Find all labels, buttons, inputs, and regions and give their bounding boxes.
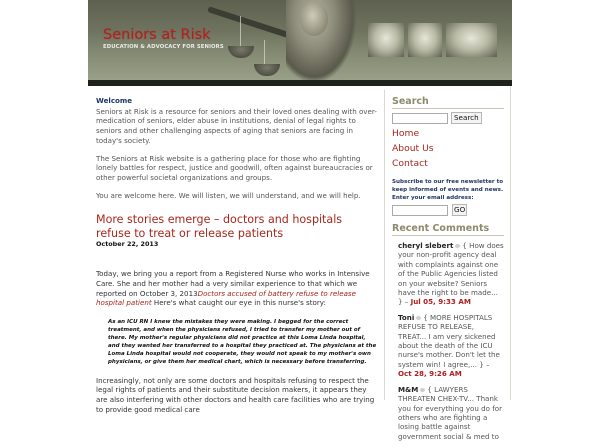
post-intro-text-after: Here's what caught our eye in this nurse's story:	[151, 298, 326, 308]
site-tagline: EDUCATION & ADVOCACY FOR SENIORS	[103, 44, 224, 50]
nav-link-about-us[interactable]: About Us	[392, 143, 434, 154]
scale-string	[264, 40, 265, 64]
comment-date: Jul 05, 9:33 AM	[410, 297, 471, 307]
post-title-link[interactable]: More stories emerge – doctors and hospitals refuse to treat or release patients	[96, 213, 343, 240]
recent-comments-heading: Recent Comments	[392, 223, 504, 236]
nurse-quote: As an ICU RN I knew the mistakes they were making. I begged for the correct treatment, and when the physicians refused, I tried to transfer my mother out of there. My mother's regular physicians did not practice at this Loma Linda hospital, and they wanted her transferred to a hospital they practiced at. The physicians at the Loma Linda hospital would not cooperate, they would not speak to my mother's own physicians, or give them her medical chart, which is necessary before transferring.	[108, 318, 377, 366]
scale-string	[240, 16, 241, 46]
comment-author-link[interactable]: Toni	[398, 312, 415, 322]
newsletter-form	[392, 204, 504, 216]
main-content	[96, 96, 378, 414]
newsletter-go-button[interactable]: GO	[454, 205, 466, 214]
nav-link-home[interactable]: Home	[392, 128, 420, 139]
portrait-image	[368, 23, 404, 57]
newsletter-email-input[interactable]	[392, 205, 448, 216]
search-input[interactable]	[392, 113, 448, 124]
page-right-border	[510, 86, 511, 400]
sidebar	[392, 96, 504, 447]
welcome-paragraph: You are welcome here. We will listen, we will understand, and we will help.	[96, 190, 361, 200]
post-intro-text: Today, we bring you a report from a Registered Nurse who works in Intensive Care. She and her mother had a very similar experience to that which we reported on October 3, 2013	[96, 269, 370, 298]
site-title-link[interactable]: Seniors at Risk	[103, 27, 211, 43]
comment-excerpt-link[interactable]: { How does your non-profit agency deal with complaints against one of the Public Agencies listed on your website? Seniors have the right to be made... } –	[398, 241, 504, 307]
senior-portraits	[368, 23, 497, 57]
sidebar-nav	[392, 126, 504, 171]
post-intro	[96, 269, 378, 308]
statue-arm-graphic	[207, 6, 294, 40]
scale-pan-right-graphic	[254, 64, 280, 76]
comment-author-link[interactable]: M&M	[398, 384, 419, 394]
comment-bubble-icon	[455, 244, 460, 248]
post-date: October 22, 2013	[96, 240, 159, 249]
comment-author-link[interactable]: cheryl slebert	[398, 241, 454, 250]
comment-item	[398, 385, 504, 441]
welcome-paragraph: The Seniors at Risk website is a gathering place for those who are fighting lonely battles for respect, justice and goodwill, often against bureaucracies or other powerful societal organizations and groups.	[96, 153, 373, 182]
comment-date: Oct 28, 9:26 AM	[398, 369, 462, 379]
nav-link-contact[interactable]: Contact	[392, 158, 428, 169]
post-continuation: Increasingly, not only are some doctors and hospitals refusing to respect the legal rights of patients and their substitute decision makers, it appears they are also interfering with other doctors and health care facilities who are trying to provide good medical care	[96, 375, 375, 414]
header-divider-bar	[88, 80, 512, 86]
related-article-link[interactable]: Doctors accused of battery refuse to release hospital patient	[96, 288, 356, 308]
search-heading: Search	[392, 96, 504, 109]
newsletter-prompt: Subscribe to our free newsletter to keep informed of events and news. Enter your email address:	[392, 179, 504, 201]
comment-item	[398, 313, 504, 379]
recent-comments-list	[398, 241, 504, 441]
portrait-image	[446, 23, 497, 57]
site-header	[88, 0, 512, 80]
comment-bubble-icon	[416, 316, 421, 320]
column-divider	[384, 90, 385, 400]
search-button[interactable]: Search	[451, 112, 482, 124]
page-container	[88, 0, 512, 441]
welcome-heading: Welcome	[96, 96, 133, 105]
comment-item	[398, 241, 504, 307]
statue-head-graphic	[300, 2, 328, 36]
comment-bubble-icon	[420, 388, 425, 392]
comment-excerpt-link[interactable]: { MORE HOSPITALS REFUSE TO RELEASE, TREAT... I am very sickened about the death of the ICU nurse's mother. Don't let the system win! I agree,... } –	[398, 312, 500, 369]
scale-pan-left-graphic	[228, 46, 254, 58]
comment-excerpt-link[interactable]: { LAWYERS THREATEN CHEX-TV... Thank you for everything you do for others who are fighting a losing battle against government social & med to	[398, 384, 502, 441]
search-form	[392, 112, 504, 124]
portrait-image	[408, 23, 442, 57]
welcome-paragraph: Seniors at Risk is a resource for seniors and their loved ones dealing with over-medication of seniors, elder abuse in institutions, denial of legal rights to seniors and other challenging aspects of aging that seniors are facing in today's society.	[96, 106, 377, 145]
